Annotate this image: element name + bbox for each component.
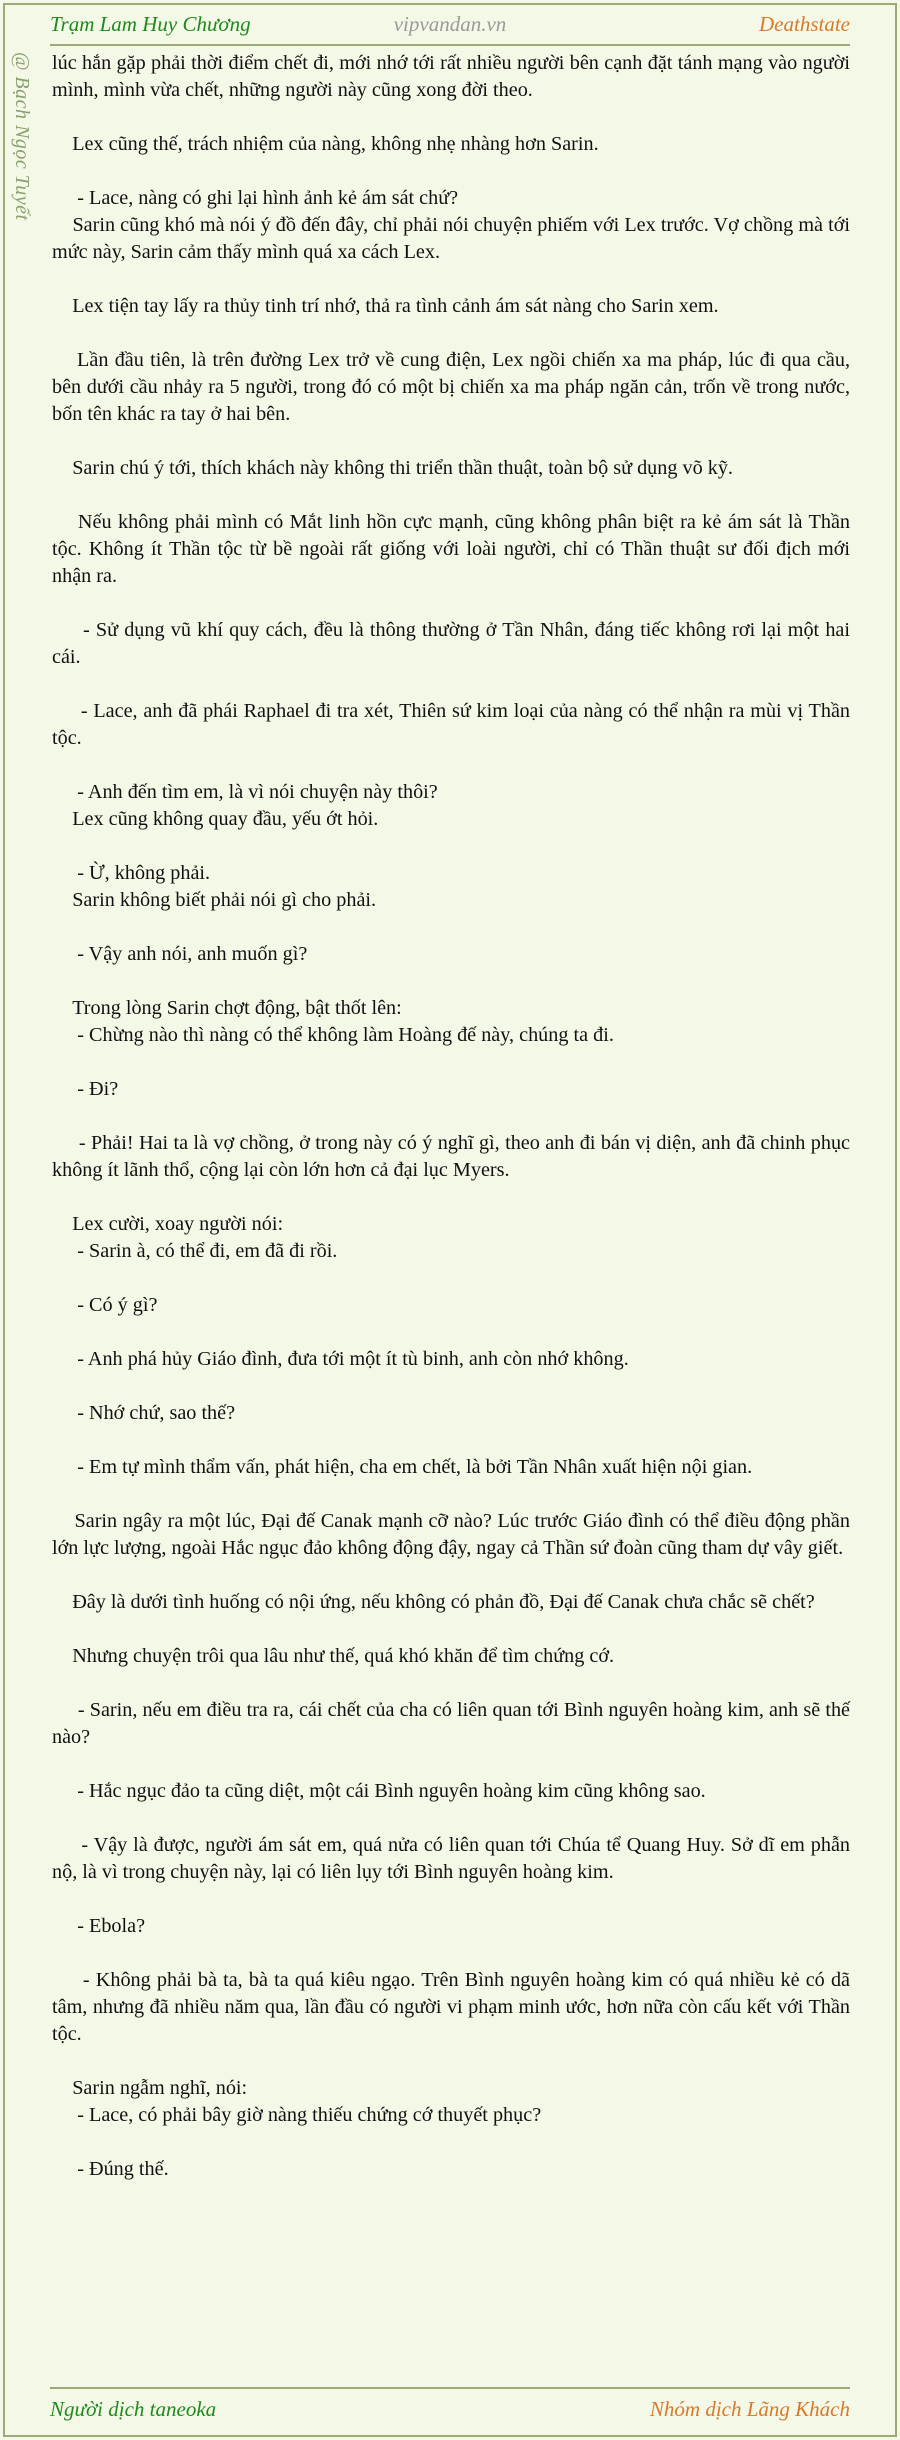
- paragraph: - Sarin, nếu em điều tra ra, cái chết của cha có liên quan tới Bình nguyên hoàng kim, anh sẽ thế nào?: [52, 1699, 856, 1748]
- paragraph: - Nhớ chứ, sao thế?: [52, 1402, 236, 1424]
- page-header: [50, 4, 850, 46]
- paragraph: Nếu không phải mình có Mắt linh hồn cực mạnh, cũng không phân biệt ra kẻ ám sát là Thần tộc. Không ít Thần tộc từ bề ngoài rất giống với loài người, chỉ có Thần thuật sư đối địch mới nhận ra.: [52, 511, 856, 587]
- paragraph: Lex cười, xoay người nói:: [52, 1213, 284, 1235]
- paragraph: - Sarin à, có thể đi, em đã đi rồi.: [52, 1240, 338, 1262]
- header-site-name: Trạm Lam Huy Chương: [50, 11, 251, 36]
- header-website: vipvandan.vn: [393, 11, 507, 36]
- chapter-text: [52, 50, 856, 2183]
- page-footer: [50, 2387, 850, 2429]
- paragraph: - Ebola?: [52, 1915, 146, 1937]
- footer-group: Nhóm dịch Lãng Khách: [649, 2396, 850, 2421]
- paragraph: - Đúng thế.: [52, 2158, 169, 2180]
- paragraph: Lex cũng không quay đầu, yếu ớt hỏi.: [52, 808, 379, 830]
- paragraph: - Em tự mình thẩm vấn, phát hiện, cha em chết, là bởi Tần Nhân xuất hiện nội gian.: [52, 1456, 753, 1478]
- paragraph: Lex tiện tay lấy ra thủy tinh trí nhớ, thả ra tình cảnh ám sát nàng cho Sarin xem.: [52, 295, 719, 317]
- paragraph: - Lace, có phải bây giờ nàng thiếu chứng cớ thuyết phục?: [52, 2104, 542, 2126]
- paragraph: - Ừ, không phải.: [52, 862, 211, 884]
- paragraph: - Không phải bà ta, bà ta quá kiêu ngạo. Trên Bình nguyên hoàng kim có quá nhiều kẻ có dã tâm, nhưng đã nhiều năm qua, lần đầu có người vi phạm minh ước, hơn nữa còn cấu kết với Thần tộc.: [52, 1969, 856, 2045]
- paragraph: - Vậy là được, người ám sát em, quá nửa có liên quan tới Chúa tể Quang Huy. Sở dĩ em phẫn nộ, là vì trong chuyện này, lại có liên lụy tới Bình nguyên hoàng kim.: [52, 1834, 856, 1883]
- paragraph: lúc hắn gặp phải thời điểm chết đi, mới nhớ tới rất nhiều người bên cạnh đặt tánh mạng vào người mình, mình vừa chết, những người này cũng xong đời theo.: [52, 52, 856, 101]
- paragraph: Sarin không biết phải nói gì cho phải.: [52, 889, 377, 911]
- paragraph: Lex cũng thế, trách nhiệm của nàng, không nhẹ nhàng hơn Sarin.: [52, 133, 599, 155]
- paragraph: Nhưng chuyện trôi qua lâu như thế, quá khó khăn để tìm chứng cớ.: [52, 1645, 615, 1667]
- header-book-title: Deathstate: [759, 11, 850, 36]
- paragraph: Trong lòng Sarin chợt động, bật thốt lên:: [52, 997, 402, 1019]
- paragraph: - Lace, nàng có ghi lại hình ảnh kẻ ám sát chứ?: [52, 187, 459, 209]
- paragraph: Sarin ngây ra một lúc, Đại đế Canak mạnh cỡ nào? Lúc trước Giáo đình có thể điều động phần lớn lực lượng, ngoài Hắc ngục đảo không động đậy, ngay cả Thần sứ đoàn cũng tham dự vây giết.: [52, 1510, 856, 1559]
- paragraph: - Sử dụng vũ khí quy cách, đều là thông thường ở Tần Nhân, đáng tiếc không rơi lại một hai cái.: [52, 619, 856, 668]
- paragraph: - Đi?: [52, 1078, 119, 1100]
- paragraph: Đây là dưới tình huống có nội ứng, nếu không có phản đồ, Đại đế Canak chưa chắc sẽ chết?: [52, 1591, 815, 1613]
- paragraph: - Chừng nào thì nàng có thể không làm Hoàng đế này, chúng ta đi.: [52, 1024, 614, 1046]
- paragraph: - Hắc ngục đảo ta cũng diệt, một cái Bình nguyên hoàng kim cũng không sao.: [52, 1780, 706, 1802]
- paragraph: - Có ý gì?: [52, 1294, 158, 1316]
- paragraph: - Vậy anh nói, anh muốn gì?: [52, 943, 308, 965]
- paragraph: - Anh đến tìm em, là vì nói chuyện này thôi?: [52, 781, 438, 803]
- side-watermark: @ Bạch Ngọc Tuyết: [11, 52, 33, 221]
- paragraph: - Anh phá hủy Giáo đình, đưa tới một ít tù binh, anh còn nhớ không.: [52, 1348, 629, 1370]
- paragraph: Sarin cũng khó mà nói ý đồ đến đây, chỉ phải nói chuyện phiếm với Lex trước. Vợ chồng mà tới mức này, Sarin cảm thấy mình quá xa cách Lex.: [52, 214, 856, 263]
- paragraph: Sarin ngẫm nghĩ, nói:: [52, 2077, 248, 2099]
- footer-translator: Người dịch taneoka: [50, 2396, 217, 2421]
- paragraph: Lần đầu tiên, là trên đường Lex trở về cung điện, Lex ngồi chiến xa ma pháp, lúc đi qua cầu, bên dưới cầu nhảy ra 5 người, trong đó có một bị chiến xa ma pháp ngăn cản, trốn về trong nước, bốn tên khác ra tay ở hai bên.: [52, 349, 856, 425]
- paragraph: Sarin chú ý tới, thích khách này không thi triển thần thuật, toàn bộ sử dụng võ kỹ.: [52, 457, 733, 479]
- paragraph: - Lace, anh đã phái Raphael đi tra xét, Thiên sứ kim loại của nàng có thể nhận ra mùi vị Thần tộc.: [52, 700, 856, 749]
- paragraph: - Phải! Hai ta là vợ chồng, ở trong này có ý nghĩ gì, theo anh đi bán vị diện, anh đã chinh phục không ít lãnh thổ, cộng lại còn lớn hơn cả đại lục Myers.: [52, 1132, 856, 1181]
